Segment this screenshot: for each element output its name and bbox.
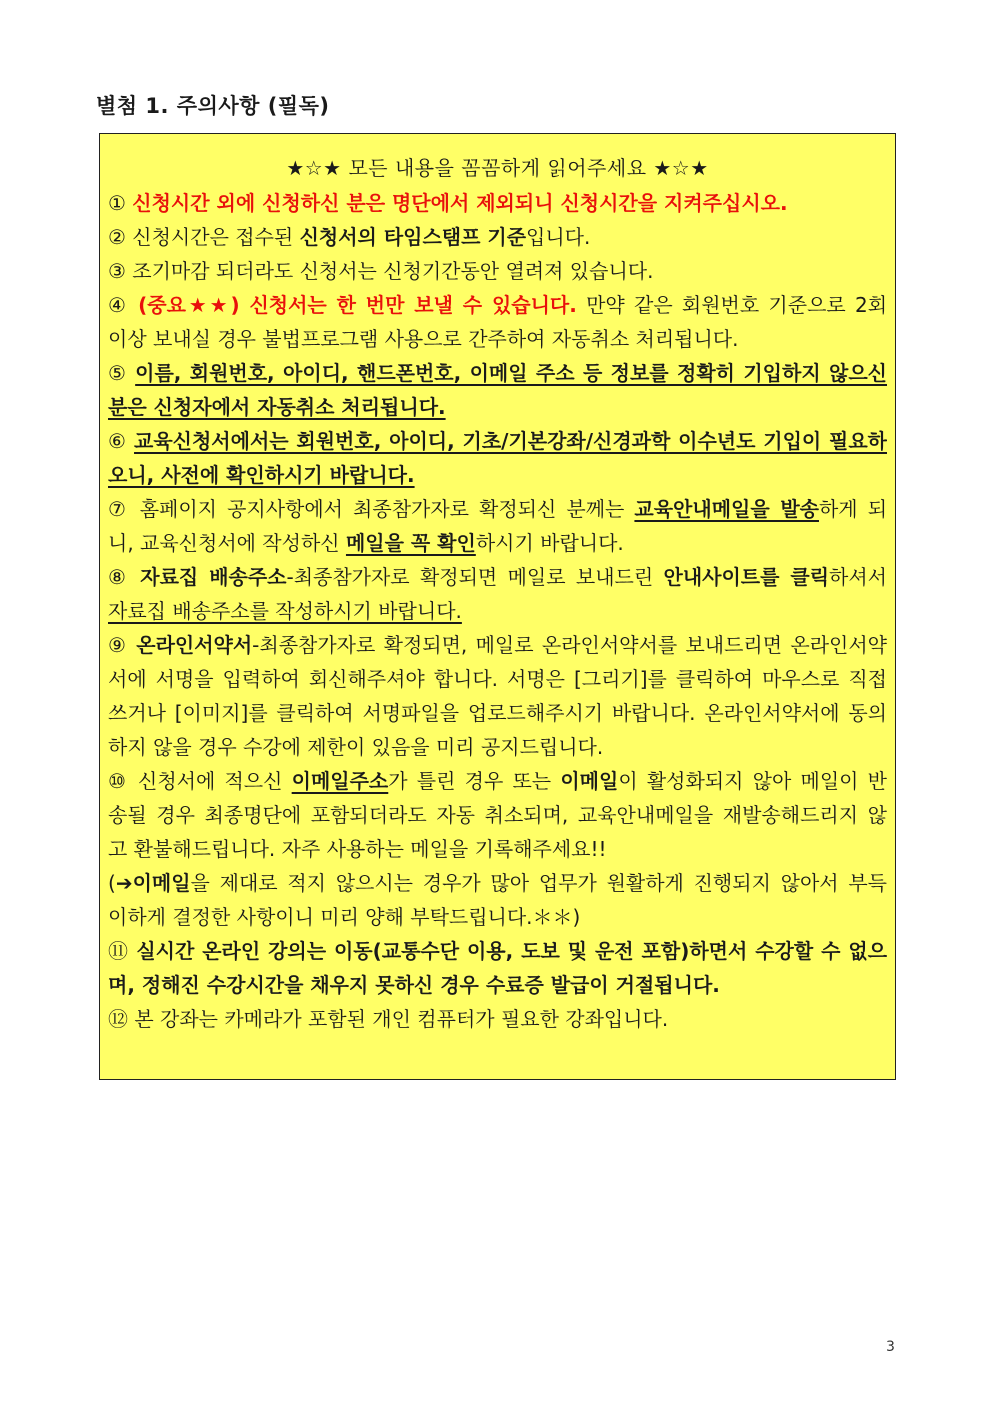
note-12-number: ⑫ bbox=[108, 1007, 128, 1031]
note-5-number: ⑤ bbox=[108, 361, 128, 385]
note-11-line-2 bbox=[108, 968, 887, 1002]
note-8-text: -최종참가자로 확정되면 메일로 보내드린 bbox=[286, 565, 664, 589]
note-2-bold: 신청서의 타임스탬프 기준 bbox=[299, 225, 527, 249]
note-10-underlined: 이메일주소 bbox=[291, 769, 389, 793]
note-8-bold: 자료집 배송주소 bbox=[140, 565, 287, 589]
note-6-line-1 bbox=[108, 424, 887, 458]
note-6-number: ⑥ bbox=[108, 429, 127, 453]
note-9-bold: 온라인서약서 bbox=[136, 633, 253, 657]
note-10-text-3: 이 활성화되지 않아 메일이 반 bbox=[618, 769, 887, 793]
note-8-bold-2: 안내사이트를 클릭 bbox=[663, 565, 830, 589]
note-10-remark-line-1 bbox=[108, 866, 887, 900]
note-7-text: 홈페이지 공지사항에서 최종참가자로 확정되신 분께는 bbox=[139, 497, 635, 521]
note-8-text-2: 하셔서 bbox=[829, 565, 887, 589]
note-4 bbox=[108, 288, 887, 356]
notice-heading: ★☆★ 모든 내용을 꼼꼼하게 읽어주세요 ★☆★ bbox=[286, 156, 709, 180]
note-7-underlined: 교육안내메일을 발송 bbox=[634, 497, 819, 521]
note-6-underlined: 교육신청서에서는 회원번호, 아이디, 기초/기본강좌/신경과학 이수년도 기입이 필요하 bbox=[134, 429, 887, 453]
note-10-bold: 이메일 bbox=[560, 769, 619, 793]
note-7 bbox=[108, 492, 887, 560]
note-11 bbox=[108, 934, 887, 1002]
note-10-remark-open: ( bbox=[108, 871, 116, 895]
note-8-line-1 bbox=[108, 560, 887, 594]
note-6 bbox=[108, 424, 887, 492]
note-5-underlined: 이름, 회원번호, 아이디, 핸드폰번호, 이메일 주소 등 정보를 정확히 기입하지 않으신 bbox=[135, 361, 887, 385]
note-10 bbox=[108, 764, 887, 866]
note-12 bbox=[108, 1002, 887, 1036]
note-7-text-2: 하게 되 bbox=[818, 497, 887, 521]
note-4-line-2: 이상 보내실 경우 불법프로그램 사용으로 간주하여 자동취소 처리됩니다. bbox=[108, 327, 739, 351]
note-8 bbox=[108, 560, 887, 628]
note-10-line-1 bbox=[108, 764, 887, 798]
note-6-line-2 bbox=[108, 458, 887, 492]
note-5 bbox=[108, 356, 887, 424]
note-3 bbox=[108, 254, 887, 288]
note-4-number: ④ bbox=[108, 293, 129, 317]
note-10-text: 신청서에 적으신 bbox=[138, 769, 292, 793]
notice-box bbox=[99, 133, 896, 1080]
note-2-line-1 bbox=[108, 220, 887, 254]
note-7-line-2 bbox=[108, 526, 887, 560]
note-7-text-3: 니, 교육신청서에 작성하신 bbox=[108, 531, 346, 555]
note-9-line-2: 서에 서명을 입력하여 회신해주셔야 합니다. 서명은 [그리기]를 클릭하여 마우스로 직접 bbox=[108, 667, 887, 691]
page-number: 3 bbox=[886, 1339, 895, 1355]
note-7-number: ⑦ bbox=[108, 497, 130, 521]
note-8-underlined: 자료집 배송주소를 작성하시기 바랍니다. bbox=[108, 599, 462, 623]
note-4-text: 만약 같은 회원번호 기준으로 2회 bbox=[576, 293, 887, 317]
note-9 bbox=[108, 628, 887, 764]
note-2-text-end: 입니다. bbox=[526, 225, 591, 249]
note-1-number: ① bbox=[108, 191, 126, 215]
note-8-line-2 bbox=[108, 594, 887, 628]
note-11-line-1 bbox=[108, 934, 887, 968]
note-9-number: ⑨ bbox=[108, 633, 128, 657]
note-11-bold-end: 며, 정해진 수강시간을 채우지 못하신 경우 수료증 발급이 거절됩니다. bbox=[108, 973, 720, 997]
note-5-line-2 bbox=[108, 390, 887, 424]
note-11-bold: 실시간 온라인 강의는 이동(교통수단 이용, 도보 및 운전 포함)하면서 수강할 수 없으 bbox=[136, 939, 887, 963]
note-9-text: -최종참가자로 확정되면, 메일로 온라인서약서를 보내드리면 온라인서약 bbox=[252, 633, 887, 657]
note-9-line-1 bbox=[108, 628, 887, 662]
note-1-line-1 bbox=[108, 186, 887, 220]
note-5-line-1 bbox=[108, 356, 887, 390]
arrow-icon: ➔ bbox=[115, 871, 133, 895]
note-9-line-3: 쓰거나 [이미지]를 클릭하여 서명파일을 업로드해주시기 바랍니다. 온라인서약서에 동의 bbox=[108, 701, 887, 725]
note-2-number: ② bbox=[108, 225, 126, 249]
section-title: 별첨 1. 주의사항 (필독) bbox=[96, 94, 330, 118]
note-10-line-3: 고 환불해드립니다. 자주 사용하는 메일을 기록해주세요!! bbox=[108, 837, 607, 861]
note-7-underlined-2: 메일을 꼭 확인 bbox=[345, 531, 476, 555]
note-3-number: ③ bbox=[108, 259, 126, 283]
note-10-number: ⑩ bbox=[108, 769, 129, 793]
note-7-line-1 bbox=[108, 492, 887, 526]
note-9-line-4: 하지 않을 경우 수강에 제한이 있음을 미리 공지드립니다. bbox=[108, 735, 604, 759]
note-2 bbox=[108, 220, 887, 254]
note-10-text-2: 가 틀린 경우 또는 bbox=[388, 769, 561, 793]
note-10-remark-line-2: 이하게 결정한 사항이니 미리 양해 부탁드립니다.＊＊) bbox=[108, 905, 581, 929]
note-1 bbox=[108, 186, 887, 220]
note-12-text: 본 강좌는 카메라가 포함된 개인 컴퓨터가 필요한 강좌입니다. bbox=[134, 1007, 669, 1031]
note-4-warning: (중요★★) 신청서는 한 번만 보낼 수 있습니다. bbox=[138, 293, 577, 317]
note-11-number: ⑪ bbox=[108, 939, 129, 963]
note-5-underlined-end: 분은 신청자에서 자동취소 처리됩니다. bbox=[108, 395, 446, 419]
note-2-text: 신청시간은 접수된 bbox=[132, 225, 300, 249]
note-6-underlined-end: 오니, 사전에 확인하시기 바랍니다. bbox=[108, 463, 415, 487]
note-4-line-1 bbox=[108, 288, 887, 322]
note-10-remark bbox=[108, 866, 887, 934]
note-7-text-4: 하시기 바랍니다. bbox=[475, 531, 624, 555]
note-10-remark-bold: 이메일 bbox=[132, 871, 191, 895]
note-10-remark-text: 을 제대로 적지 않으시는 경우가 많아 업무가 원활하게 진행되지 않아서 부득 bbox=[190, 871, 887, 895]
note-12-line-1 bbox=[108, 1002, 887, 1036]
note-8-number: ⑧ bbox=[108, 565, 130, 589]
note-3-text: 조기마감 되더라도 신청서는 신청기간동안 열려져 있습니다. bbox=[132, 259, 654, 283]
note-10-line-2: 송될 경우 최종명단에 포함되더라도 자동 취소되며, 교육안내메일을 재발송해드리지 않 bbox=[108, 803, 887, 827]
note-3-line-1 bbox=[108, 254, 887, 288]
note-1-warning: 신청시간 외에 신청하신 분은 명단에서 제외되니 신청시간을 지켜주십시오. bbox=[132, 191, 788, 215]
